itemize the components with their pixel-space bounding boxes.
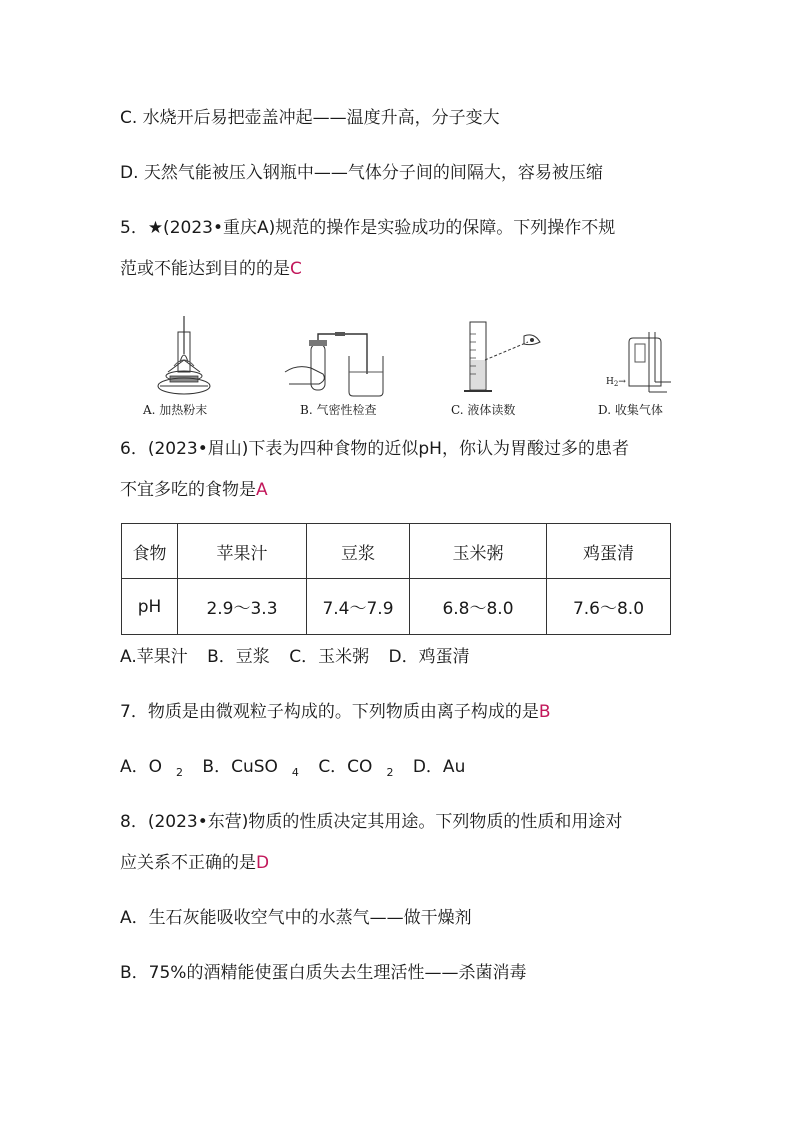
q4-option-d: D. 天然气能被压入钢瓶中——气体分子间的间隔大，容易被压缩 — [120, 163, 603, 183]
figure-c-caption: C. 液体读数 — [451, 403, 516, 417]
figure-d-caption: D. 收集气体 — [598, 403, 663, 417]
q6-option-d: D．鸡蛋清 — [388, 647, 470, 667]
table-header-cell: 鸡蛋清 — [547, 524, 671, 579]
q5-stem-text: 范或不能达到目的的是 — [120, 259, 290, 279]
q4-option-c: C. 水烧开后易把壶盖冲起——温度升高，分子变大 — [120, 108, 500, 128]
q6-option-b: B．豆浆 — [207, 647, 270, 667]
q6-option-a: A.苹果汁 — [120, 647, 188, 667]
q6-answer: A — [256, 480, 268, 500]
q5-answer: C — [290, 259, 302, 279]
q6-stem-text: 不宜多吃的食物是 — [120, 480, 256, 500]
q6-options — [120, 645, 470, 669]
q7-stem-text: 7．物质是由微观粒子构成的。下列物质由离子构成的是 — [120, 702, 539, 722]
q6-stem-line2 — [120, 478, 268, 502]
table-header-cell: 苹果汁 — [178, 524, 307, 579]
q7-option-c: C．CO $_2$ — [318, 757, 394, 779]
ph-table — [121, 523, 671, 635]
table-cell: pH — [122, 579, 178, 635]
q8-option-b: B．75%的酒精能使蛋白质失去生理活性——杀菌消毒 — [120, 963, 527, 983]
q8-stem-line2 — [120, 851, 269, 875]
q5-stem-line1: 5．★(2023•重庆A)规范的操作是实验成功的保障。下列操作不规 — [120, 218, 616, 238]
q7-option-a: A．O $_2$ — [120, 757, 184, 779]
figure-a-caption: A. 加热粉末 — [143, 403, 208, 417]
table-header-cell: 豆浆 — [307, 524, 410, 579]
q5-stem-line2 — [120, 257, 302, 281]
table-row — [122, 579, 671, 635]
figure-b-airtightness-check — [283, 314, 393, 398]
table-header-cell: 食物 — [122, 524, 178, 579]
q7-stem — [120, 700, 551, 724]
table-cell: 7.4～7.9 — [307, 579, 410, 635]
q7-options — [120, 755, 465, 785]
table-header-row — [122, 524, 671, 579]
q7-option-b: B．CuSO $_4$ — [202, 757, 299, 779]
q8-option-a: A．生石灰能吸收空气中的水蒸气——做干燥剂 — [120, 908, 472, 928]
q8-stem-line1: 8．(2023•东营)物质的性质决定其用途。下列物质的性质和用途对 — [120, 812, 623, 832]
q6-stem-line1: 6．(2023•眉山)下表为四种食物的近似pH，你认为胃酸过多的患者 — [120, 439, 629, 459]
q7-answer: B — [538, 702, 551, 722]
q6-option-c: C．玉米粥 — [289, 647, 370, 667]
table-cell: 2.9～3.3 — [178, 579, 307, 635]
table-cell: 6.8～8.0 — [410, 579, 547, 635]
figure-c-reading-liquid — [458, 314, 558, 398]
q7-option-d: D．Au — [412, 757, 466, 777]
q8-answer: D — [256, 853, 270, 873]
table-cell: 7.6～8.0 — [547, 579, 671, 635]
figure-a-heating-powder — [150, 314, 220, 398]
figure-b-caption: B. 气密性检查 — [300, 403, 377, 417]
q8-stem-text: 应关系不正确的是 — [120, 853, 256, 873]
table-header-cell: 玉米粥 — [410, 524, 547, 579]
figure-d-h2-label: $H_2\to$ — [606, 377, 626, 388]
